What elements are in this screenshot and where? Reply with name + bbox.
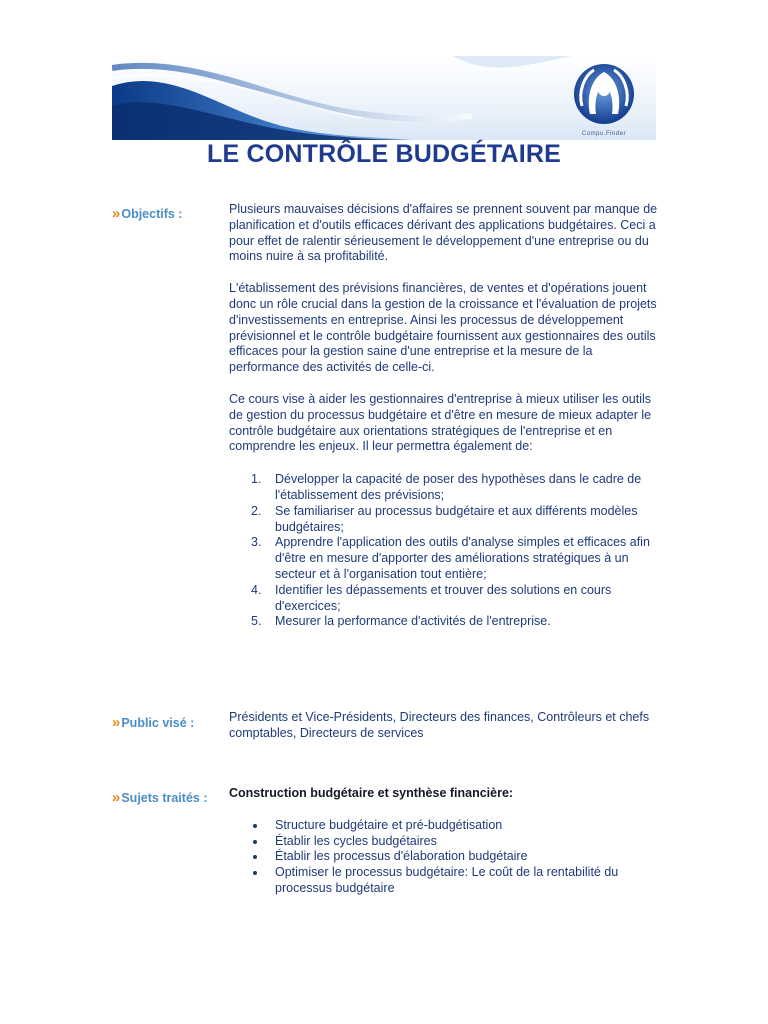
sujets-label xyxy=(112,789,207,806)
list-item xyxy=(229,818,659,834)
bullet-icon xyxy=(253,855,257,859)
list-item xyxy=(229,504,659,536)
list-item-text: Mesurer la performance d'activités de l'entreprise. xyxy=(275,614,551,629)
chevron-right-icon: » xyxy=(112,205,121,222)
sujets-label-text: Sujets traités : xyxy=(121,791,208,805)
list-item xyxy=(229,583,659,615)
list-number: 5. xyxy=(251,614,262,629)
objectifs-list xyxy=(229,472,659,630)
header-banner xyxy=(112,56,656,140)
list-item xyxy=(229,535,659,582)
list-item-text: Établir les cycles budgétaires xyxy=(275,833,437,848)
public-text: Présidents et Vice-Présidents, Directeurs des finances, Contrôleurs et chefs comptables, Directeurs de services xyxy=(229,710,650,740)
list-item-text: Développer la capacité de poser des hypothèses dans le cadre de l'établissement des prévisions; xyxy=(275,472,642,502)
list-item xyxy=(229,834,659,850)
bullet-icon xyxy=(253,824,257,828)
list-number: 1. xyxy=(251,472,262,487)
chevron-right-icon: » xyxy=(112,789,121,806)
bullet-icon xyxy=(253,871,257,875)
chevron-right-icon: » xyxy=(112,714,121,731)
list-item-text: Optimiser le processus budgétaire: Le coût de la rentabilité du processus budgétaire xyxy=(275,865,619,895)
list-item xyxy=(229,472,659,504)
list-item xyxy=(229,865,659,897)
sujets-list xyxy=(229,818,659,897)
bullet-icon xyxy=(253,840,257,844)
list-number: 2. xyxy=(251,503,262,518)
list-number: 4. xyxy=(251,582,262,597)
page-title: LE CONTRÔLE BUDGÉTAIRE xyxy=(207,140,561,168)
objectifs-paragraph-3: Ce cours vise à aider les gestionnaires d'entreprise à mieux utiliser les outils de gestion du processus budgétaire et d'être en mesure de mieux adapter le contrôle budgétaire aux orientations stratégiques de l'entreprise et en comprendre les enjeux. Il leur permettra également de: xyxy=(229,391,652,454)
list-item-text: Établir les processus d'élaboration budgétaire xyxy=(275,849,528,864)
sujets-content xyxy=(229,786,659,897)
list-item xyxy=(229,614,659,630)
objectifs-content xyxy=(229,202,659,630)
list-item xyxy=(229,849,659,865)
list-number: 3. xyxy=(251,535,262,550)
list-item-text: Structure budgétaire et pré-budgétisation xyxy=(275,817,503,832)
objectifs-label xyxy=(112,205,182,222)
public-label-text: Public visé : xyxy=(121,716,195,730)
list-item-text: Apprendre l'application des outils d'analyse simples et efficaces afin d'être en mesure d'apporter des améliorations stratégiques à un secteur et à l'organisation tout entière; xyxy=(275,535,650,581)
list-item-text: Identifier les dépassements et trouver des solutions en cours d'exercices; xyxy=(275,582,612,613)
banner-graphic xyxy=(112,56,656,140)
public-content xyxy=(229,710,659,742)
public-label xyxy=(112,714,194,731)
objectifs-paragraph-1: Plusieurs mauvaises décisions d'affaires se prennent souvent par manque de planification et d'outils efficaces dérivant des applications budgétaires. Ceci a pour effet de ralentir sérieusement le développement d'une entreprise ou du moins nuire à sa profitabilité. xyxy=(229,202,658,264)
sujets-subheading: Construction budgétaire et synthèse financière: xyxy=(229,786,514,800)
list-item-text: Se familiariser au processus budgétaire et aux différents modèles budgétaires; xyxy=(275,503,638,534)
objectifs-label-text: Objectifs : xyxy=(121,207,183,221)
objectifs-paragraph-2: L'établissement des prévisions financières, de ventes et d'opérations jouent donc un rôle crucial dans la gestion de la croissance et l'évaluation de projets d'investissements en entreprise. Ainsi les processus de développement prévisionnel et le contrôle budgétaire fournissent aux gestionnaires des outils efficaces pour la gestion saine d'une entreprise et la mesure de la performance des activités de celle-ci. xyxy=(229,281,657,375)
brand-name: Compu.Finder xyxy=(581,131,626,137)
